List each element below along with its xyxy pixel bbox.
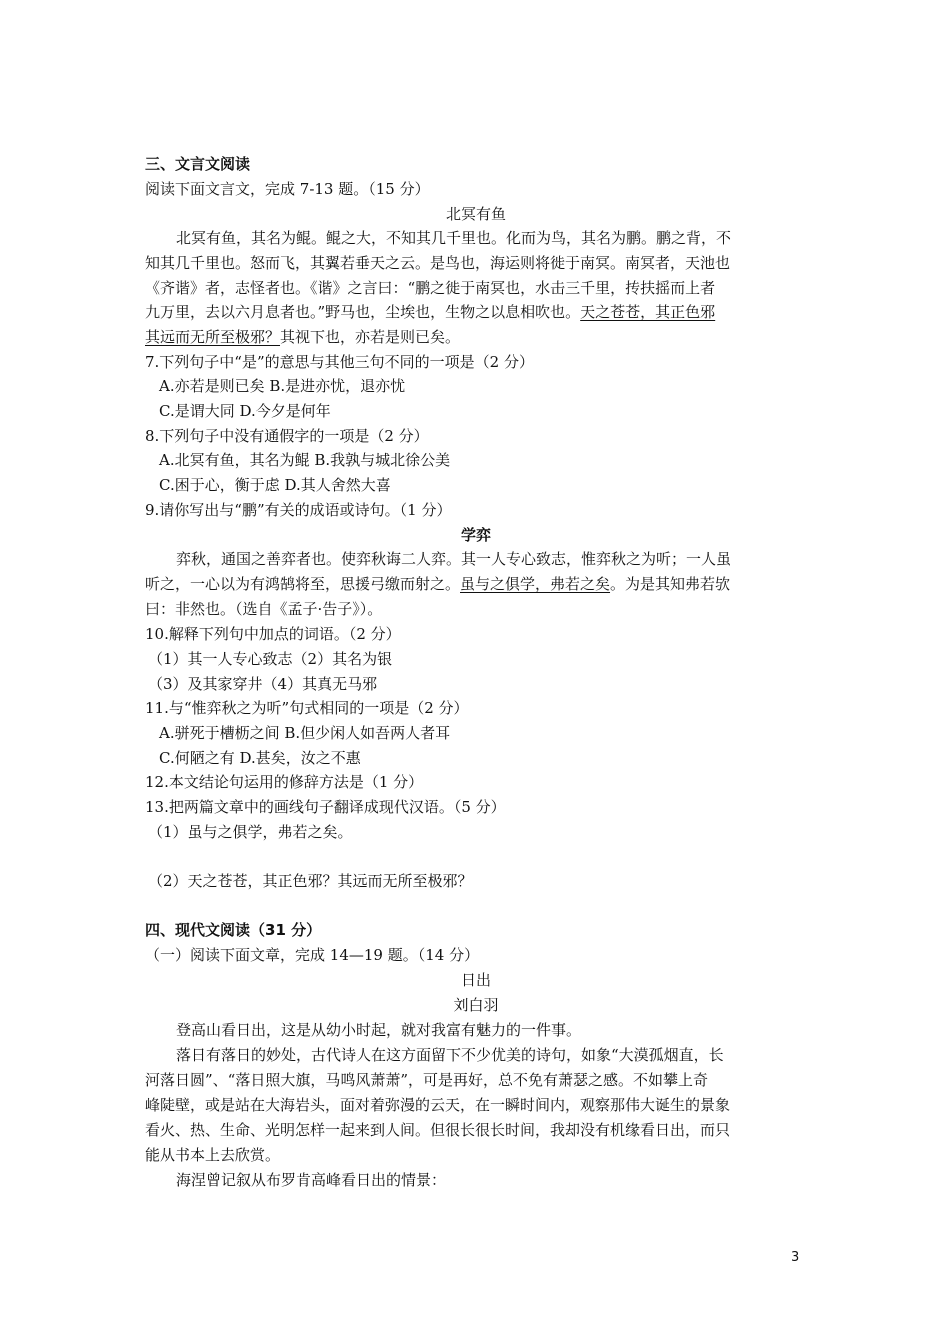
passage1-text: 其视下也，亦若是则已矣。 [280, 328, 461, 346]
question-10-items: （1）其一人专心致志（2）其名为银 [148, 650, 393, 668]
section4-intro: （一）阅读下面文章，完成 14—19 题。（14 分） [145, 946, 480, 964]
passage3-line: 峰陡壁，或是站在大海岩头，面对着弥漫的云天，在一瞬时间内，观察那伟大诞生的景象 [145, 1096, 731, 1114]
question-11-options: C.何陋之有 D.甚矣，汝之不惠 [159, 749, 361, 767]
passage1-title: 北冥有鱼 [445, 205, 506, 223]
question-11-stem: 11.与“惟弈秋之为听”句式相同的一项是（2 分） [145, 699, 469, 717]
question-10-stem: 10.解释下列句中加点的词语。（2 分） [145, 625, 401, 643]
passage3-line: 海涅曾记叙从布罗肯高峰看日出的情景： [176, 1171, 447, 1189]
passage2-line: 曰：非然也。（选自《孟子·告子》）。 [145, 600, 383, 618]
underlined-sentence: 虽与之俱学，弗若之矣 [460, 575, 611, 593]
question-13-stem: 13.把两篇文章中的画线句子翻译成现代汉语。（5 分） [145, 798, 506, 816]
passage1-line: 北冥有鱼，其名为鲲。鲲之大，不知其几千里也。化而为鸟，其名为鹏。鹏之背，不 [176, 229, 732, 247]
passage3-title: 日出 [460, 971, 491, 989]
passage1-line: 知其几千里也。怒而飞，其翼若垂天之云。是鸟也，海运则将徙于南冥。南冥者，天池也 [145, 254, 731, 272]
page-number: 3 [791, 1250, 800, 1265]
question-7-stem: 7.下列句子中“是”的意思与其他三句不同的一项是（2 分） [145, 353, 534, 371]
passage3-author: 刘白羽 [453, 996, 499, 1014]
section4-heading: 四、现代文阅读（31 分） [145, 921, 322, 939]
passage2-text: 。为是其知弗若欤 [610, 575, 731, 593]
underlined-sentence: 其远而无所至极邪？ [145, 328, 281, 346]
passage2-title: 学弈 [460, 526, 491, 544]
passage1-line [145, 327, 460, 347]
passage3-line: 登高山看日出，这是从幼小时起，就对我富有魅力的一件事。 [176, 1021, 582, 1039]
question-8-options: A.北冥有鱼，其名为鲲 B.我孰与城北徐公美 [159, 451, 451, 469]
question-12-stem: 12.本文结论句运用的修辞方法是（1 分） [145, 773, 424, 791]
passage3-line: 看火、热、生命、光明怎样一起来到人间。但很长很长时间，我却没有机缘看日出，而只 [145, 1121, 731, 1139]
passage1-text: 九万里，去以六月息者也。”野马也，尘埃也，生物之以息相吹也。 [145, 303, 581, 321]
passage3-line: 河落日圆”、“落日照大旗，马鸣风萧萧”，可是再好，总不免有萧瑟之感。不如攀上奇 [145, 1071, 709, 1089]
underlined-sentence: 天之苍苍，其正色邪 [580, 303, 716, 321]
question-10-items: （3）及其家穿井（4）其真无马邪 [148, 675, 378, 693]
passage3-line: 落日有落日的妙处，古代诗人在这方面留下不少优美的诗句，如象“大漠孤烟直，长 [176, 1046, 724, 1064]
passage3-line: 能从书本上去欣赏。 [145, 1146, 281, 1164]
question-8-stem: 8.下列句子中没有通假字的一项是（2 分） [145, 427, 429, 445]
section3-heading: 三、文言文阅读 [145, 155, 251, 173]
question-8-options: C.困于心，衡于虑 D.其人舍然大喜 [159, 476, 391, 494]
section3-intro: 阅读下面文言文，完成 7-13 题。（15 分） [145, 180, 430, 198]
question-13-item: （1）虽与之俱学，弗若之矣。 [148, 823, 353, 841]
passage1-line [145, 302, 715, 322]
question-11-options: A.骈死于槽枥之间 B.但少闲人如吾两人者耳 [159, 724, 451, 742]
passage2-line [145, 574, 730, 594]
passage2-line: 弈秋，通国之善弈者也。使弈秋诲二人弈。其一人专心致志，惟弈秋之为听；一人虽 [176, 550, 732, 568]
passage1-line: 《齐谐》者，志怪者也。《谐》之言曰：“鹏之徙于南冥也，水击三千里，抟扶摇而上者 [145, 279, 716, 297]
question-13-item: （2）天之苍苍，其正色邪？其远而无所至极邪？ [148, 872, 473, 890]
passage2-text: 听之，一心以为有鸿鹄将至，思援弓缴而射之。 [145, 575, 461, 593]
question-7-options: A.亦若是则已矣 B.是进亦忧，退亦忧 [159, 377, 406, 395]
question-9-stem: 9.请你写出与“鹏”有关的成语或诗句。（1 分） [145, 501, 452, 519]
question-7-options: C.是谓大同 D.今夕是何年 [159, 402, 331, 420]
